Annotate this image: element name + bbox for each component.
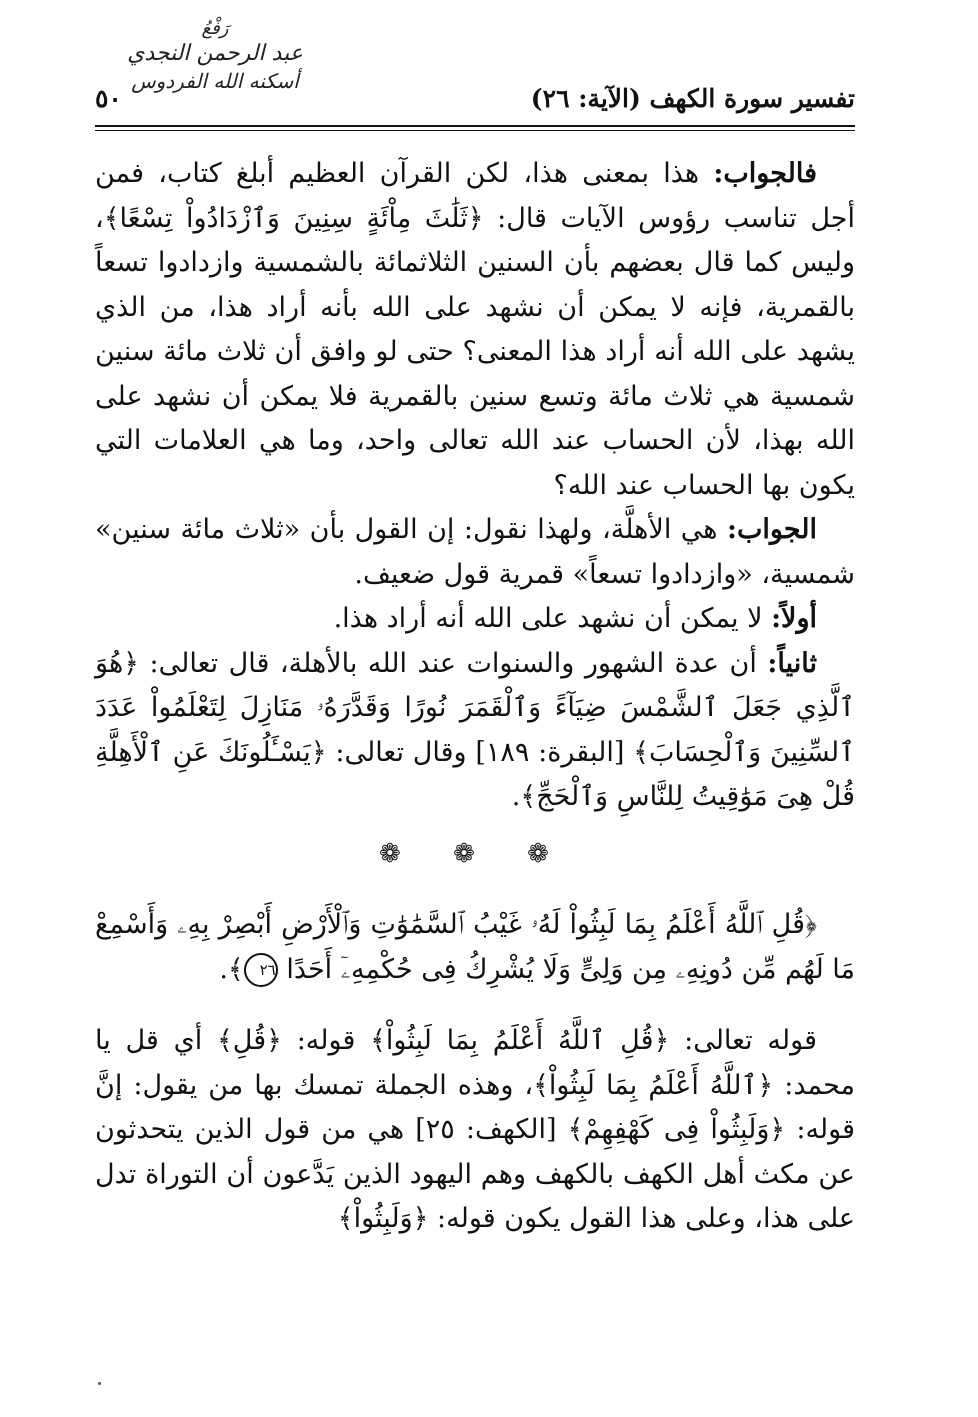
page-header bbox=[95, 0, 855, 120]
paragraph-lead: ثانياً: bbox=[767, 647, 817, 679]
running-title: تفسير سورة الكهف (الآية: ٢٦) bbox=[530, 84, 855, 113]
ownership-stamp bbox=[95, 18, 335, 113]
paragraph-text: لا يمكن أن نشهد على الله أنه أراد هذا. bbox=[333, 603, 772, 634]
verse-text: ﴿قُلِ ٱللَّهُ أَعْلَمُ بِمَا لَبِثُواْ لَهُۥ غَيْبُ ٱلسَّمَٰوَٰتِ وَٱلْأَرْضِ أَبْصِرْ بِهِۦ وَأَسْمِعْ مَا لَهُم مِّن دُونِهِۦ مِن وَلِىٍّ وَلَا يُشْرِكُ فِى حُكْمِهِۦٓ أَحَدًا bbox=[95, 909, 855, 985]
section-separator: ❁ ❁ ❁ bbox=[379, 838, 571, 869]
header-rule-thin bbox=[95, 130, 855, 131]
stamp-line-2: عبد الرحمن النجدي bbox=[127, 41, 303, 66]
paragraph-lead: الجواب: bbox=[727, 514, 817, 545]
paragraph-text: أن عدة الشهور والسنوات عند الله بالأهلة، قال تعالى: ﴿هُوَ ٱلَّذِي جَعَلَ ٱلشَّمْسَ ضِيَآءً وَٱلْقَمَرَ نُورًا وَقَدَّرَهُۥ مَنَازِلَ لِتَعْلَمُواْ عَدَدَ ٱلسِّنِينَ وَٱلْحِسَابَ﴾ [البقرة: ١٨٩] وقال تعالى: ﴿يَسْـَٔلُونَكَ عَنِ ٱلْأَهِلَّةِ قُلْ هِىَ مَوَٰقِيتُ لِلنَّاسِ وَٱلْحَجِّ﴾. bbox=[95, 647, 855, 812]
paragraph-lead: أولاً: bbox=[771, 603, 817, 634]
paragraph-lead: فالجواب: bbox=[713, 158, 817, 189]
paragraph-commentary: قوله تعالى: ﴿قُلِ ٱللَّهُ أَعْلَمُ بِمَا لَبِثُواْ﴾ قوله: ﴿قُلِ﴾ أي قل يا محمد: ﴿ٱللَّهُ أَعْلَمُ بِمَا لَبِثُواْ﴾، وهذه الجملة تمسك بها من يقول: إنَّ قوله: ﴿وَلَبِثُواْ فِى كَهْفِهِمْ﴾ [الكهف: ٢٥] هي من قول الذين يتحدثون عن مكث أهل الكهف بالكهف وهم اليهود الذين يَدَّعون أن التوراة تدل على هذا، وعلى هذا القول يكون قوله: ﴿وَلَبِثُواْ﴾ bbox=[95, 1025, 855, 1234]
paragraph-answer-2 bbox=[95, 508, 855, 597]
paragraph-text: هي الأهلَّة، ولهذا نقول: إن القول بأن «ثلاث مائة سنين» شمسية، «وازدادوا تسعاً» قمرية قول ضعيف. bbox=[95, 514, 855, 590]
paragraph-second-point bbox=[95, 642, 855, 820]
stamp-line-3: أسكنه الله الفردوس bbox=[131, 69, 299, 93]
paragraph-text: هذا بمعنى هذا، لكن القرآن العظيم أبلغ كتاب، فمن أجل تناسب رؤوس الآيات قال: ﴿ثَلَٰثَ مِاْئَةٍ سِنِينَ وَٱزْدَادُواْ تِسْعًا﴾، وليس كما قال بعضهم بأن السنين الثلاثمائة بالشمسية وازدادوا تسعاً بالقمرية، فإنه لا يمكن أن نشهد على الله بأنه أراد هذا، من الذي يشهد على الله أنه أراد هذا المعنى؟ حتى لو وافق أن ثلاث مائة سنين شمسية هي ثلاث مائة وتسع سنين بالقمرية فلا يمكن أن نشهد على الله بهذا، لأن الحساب عند الله تعالى واحد، وما هي العلامات التي يكون بها الحساب عند الله؟ bbox=[95, 158, 855, 501]
stamp-line-1: رَفْعُ bbox=[201, 18, 229, 39]
page-speck bbox=[98, 1382, 101, 1385]
verse-closing: ﴾. bbox=[219, 953, 244, 985]
paragraph-first-point bbox=[95, 597, 855, 642]
header-rule bbox=[95, 125, 855, 127]
page-body bbox=[95, 152, 855, 1242]
verse-block bbox=[95, 903, 855, 992]
paragraph-answer bbox=[95, 152, 855, 508]
page-number: ٥٠ bbox=[95, 84, 122, 113]
ayah-number-marker: ٢٦ bbox=[244, 953, 278, 987]
